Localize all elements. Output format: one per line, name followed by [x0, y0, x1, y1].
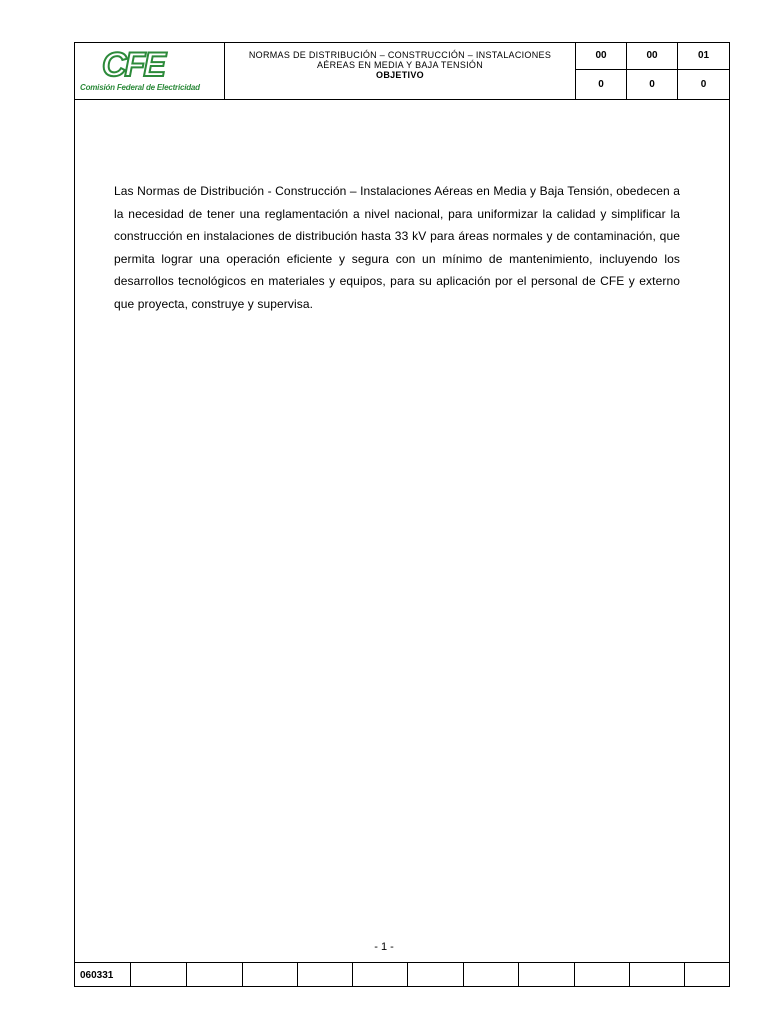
document-header	[74, 42, 730, 100]
code-r1-c3: 01	[678, 42, 729, 70]
page-number: - 1 -	[374, 941, 394, 953]
code-r1-c1: 00	[576, 42, 627, 70]
cfe-logo: CFE	[102, 46, 164, 84]
footer-code: 060331	[74, 963, 131, 987]
logo-caption: Comisión Federal de Electricidad	[80, 83, 200, 92]
footer-cell	[243, 963, 298, 987]
objective-paragraph: Las Normas de Distribución - Construcción – Instalaciones Aéreas en Media y Baja Tensión, obedecen a la necesidad de tener una reglamentación a nivel nacional, para uniformizar la calidad y simplificar la construcción en instalaciones de distribución hasta 33 kV para áreas normales y de contaminación, que permita lograr una operación eficiente y segura con un mínimo de mantenimiento, incluyendo los desarrollos tecnológicos en materiales y equipos, para su aplicación por el personal de CFE y externo que proyecta, construye y supervisa.	[114, 184, 680, 311]
title-line-1: NORMAS DE DISTRIBUCIÓN – CONSTRUCCIÓN – INSTALACIONES	[248, 50, 552, 60]
footer-cell	[353, 963, 408, 987]
document-footer	[74, 962, 730, 987]
title-cell	[225, 42, 576, 99]
code-r2-c2: 0	[627, 70, 678, 99]
code-r1-c2: 00	[627, 42, 678, 70]
footer-cell	[187, 963, 243, 987]
footer-cell	[575, 963, 630, 987]
code-grid	[576, 42, 729, 99]
footer-cell	[519, 963, 575, 987]
footer-cell	[630, 963, 685, 987]
footer-cell	[131, 963, 187, 987]
logo-cell	[74, 42, 225, 99]
code-r2-c3: 0	[700, 79, 707, 90]
section-title: OBJETIVO	[376, 70, 424, 80]
footer-cell	[408, 963, 464, 987]
title-line-2: AÉREAS EN MEDIA Y BAJA TENSIÓN	[316, 60, 484, 70]
footer-cell	[298, 963, 353, 987]
code-r2-c1: 0	[576, 70, 627, 99]
footer-cell	[464, 963, 519, 987]
